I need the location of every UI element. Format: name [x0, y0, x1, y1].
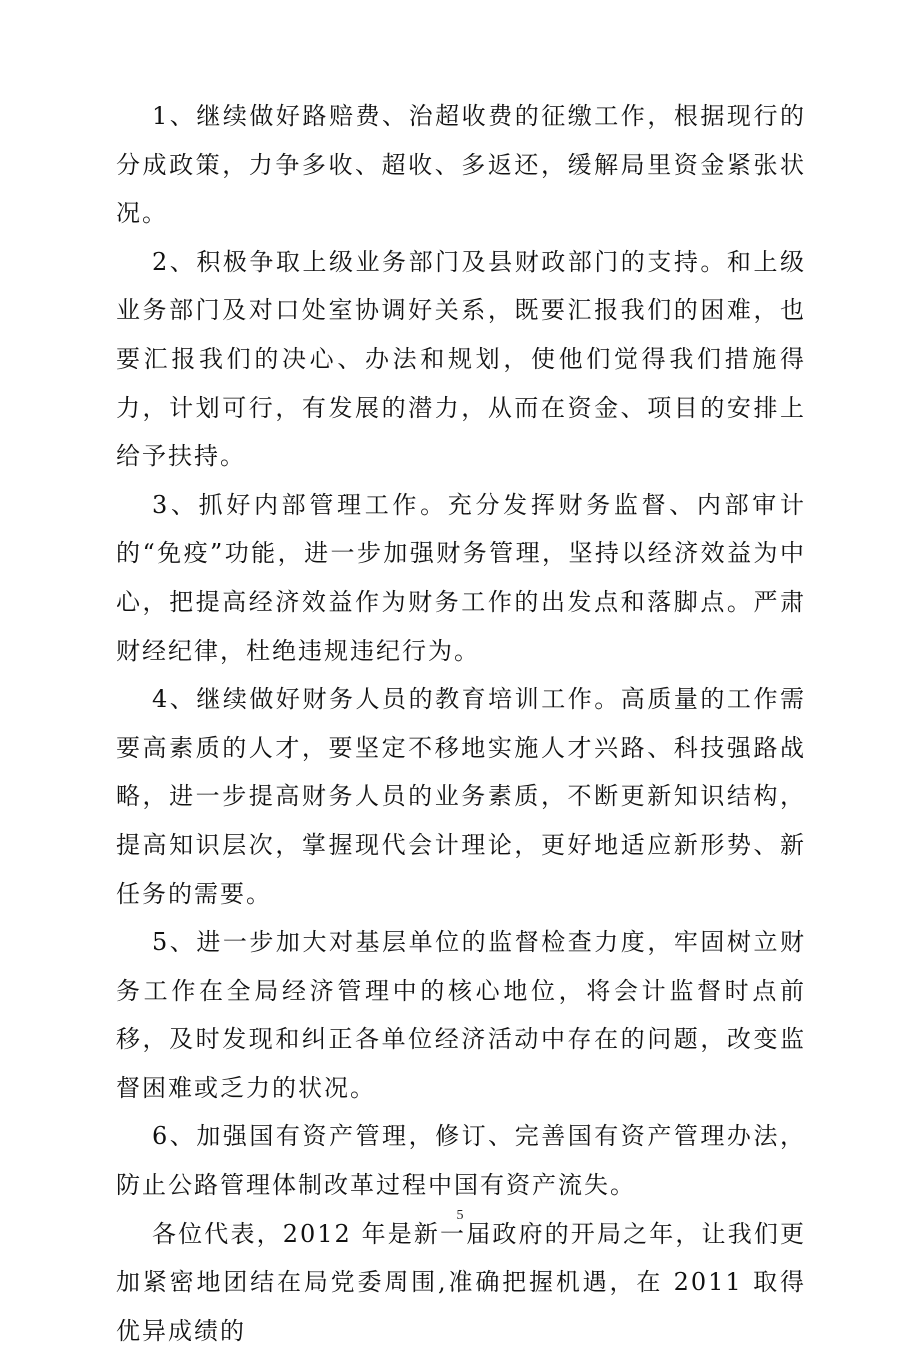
- page-number: 5: [456, 1208, 464, 1223]
- paragraph-4: 4、继续做好财务人员的教育培训工作。高质量的工作需要高素质的人才，要坚定不移地实施人才兴路、科技强路战略，进一步提高财务人员的业务素质，不断更新知识结构，提高知识层次，掌握现代会计理论，更好地适应新形势、新任务的需要。: [116, 685, 806, 908]
- paragraph-2: 2、积极争取上级业务部门及县财政部门的支持。和上级业务部门及对口处室协调好关系，既要汇报我们的困难，也要汇报我们的决心、办法和规划，使他们觉得我们措施得力，计划可行，有发展的潜力，从而在资金、项目的安排上给予扶持。: [116, 247, 806, 471]
- paragraph-6: 6、加强国有资产管理，修订、完善国有资产管理办法，防止公路管理体制改革过程中国有资产流失。: [116, 1122, 806, 1200]
- paragraph-closing: 各位代表，2012 年是新一届政府的开局之年，让我们更加紧密地团结在局党委周围,准确把握机遇，在 2011 取得优异成绩的: [116, 1219, 806, 1345]
- document-body: [116, 92, 806, 1355]
- paragraph-3: 3、抓好内部管理工作。充分发挥财务监督、内部审计的“免疫”功能，进一步加强财务管理，坚持以经济效益为中心，把提高经济效益作为财务工作的出发点和落脚点。严肃财经纪律，杜绝违规违纪行为。: [116, 490, 806, 665]
- paragraph-1: 1、继续做好路赔费、治超收费的征缴工作，根据现行的分成政策，力争多收、超收、多返还，缓解局里资金紧张状况。: [116, 102, 806, 228]
- paragraph-5: 5、进一步加大对基层单位的监督检查力度，牢固树立财务工作在全局经济管理中的核心地位，将会计监督时点前移，及时发现和纠正各单位经济活动中存在的问题，改变监督困难或乏力的状况。: [116, 928, 806, 1102]
